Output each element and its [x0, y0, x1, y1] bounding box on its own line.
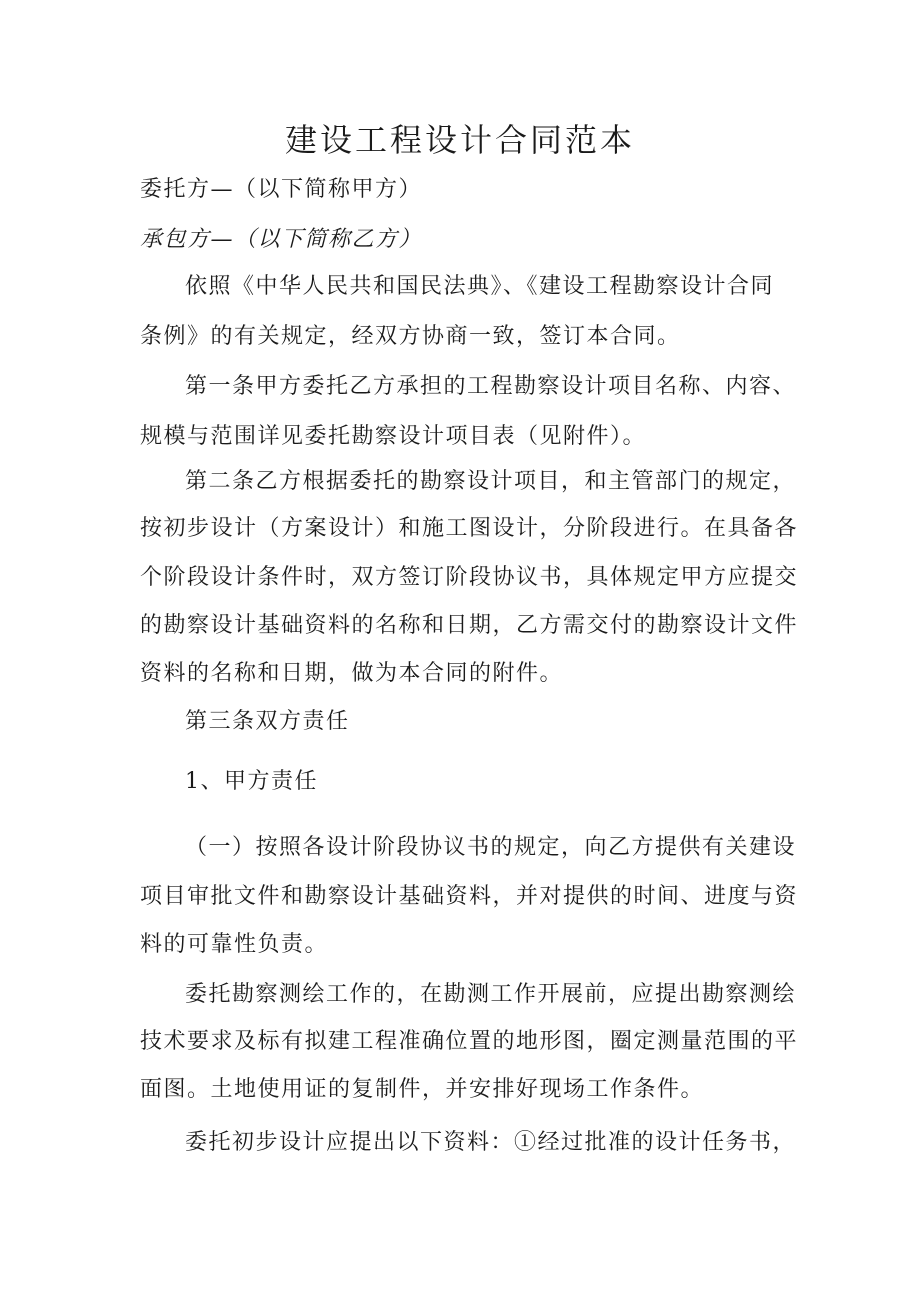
paragraph-line: 委托勘察测绘工作的，在勘测工作开展前，应提出勘察测绘: [185, 982, 797, 1007]
paragraph-line: 委托初步设计应提出以下资料：①经过批准的设计任务书，: [185, 1130, 797, 1155]
paragraph-line: 依照《中华人民共和国民法典》、《建设工程勘察设计合同: [185, 274, 775, 299]
paragraph-line: （一）按照各设计阶段协议书的规定，向乙方提供有关建设: [185, 835, 797, 860]
party-contractor-line: 承包方—（以下简称乙方）: [140, 227, 423, 252]
subsection-heading: 1、甲方责任: [185, 769, 318, 794]
paragraph-line: 料的可靠性负责。: [140, 932, 329, 957]
paragraph-line: 资料的名称和日期，做为本合同的附件。: [140, 661, 564, 686]
paragraph-line: 技术要求及标有拟建工程准确位置的地形图，圈定测量范围的平: [140, 1029, 799, 1054]
paragraph-line: 规模与范围详见委托勘察设计项目表（见附件）。: [140, 424, 647, 449]
paragraph-line: 的勘察设计基础资料的名称和日期，乙方需交付的勘察设计文件: [140, 613, 799, 638]
paragraph-line: 条例》的有关规定，经双方协商一致，签订本合同。: [140, 324, 681, 349]
paragraph-line: 面图。土地使用证的复制件，并安排好现场工作条件。: [140, 1077, 705, 1102]
paragraph-line: 项目审批文件和勘察设计基础资料，并对提供的时间、进度与资: [140, 884, 799, 909]
paragraph-line: 第二条乙方根据委托的勘察设计项目，和主管部门的规定，: [185, 469, 797, 494]
paragraph-line: 个阶段设计条件时，双方签订阶段协议书，具体规定甲方应提交: [140, 565, 799, 590]
section-heading: 第三条双方责任: [185, 709, 350, 734]
party-client-line: 委托方—（以下简称甲方）: [140, 177, 423, 202]
paragraph-line: 按初步设计（方案设计）和施工图设计，分阶段进行。在具备各: [140, 516, 799, 541]
document-title: 建设工程设计合同范本: [284, 121, 635, 159]
paragraph-line: 第一条甲方委托乙方承担的工程勘察设计项目名称、内容、: [185, 374, 797, 399]
